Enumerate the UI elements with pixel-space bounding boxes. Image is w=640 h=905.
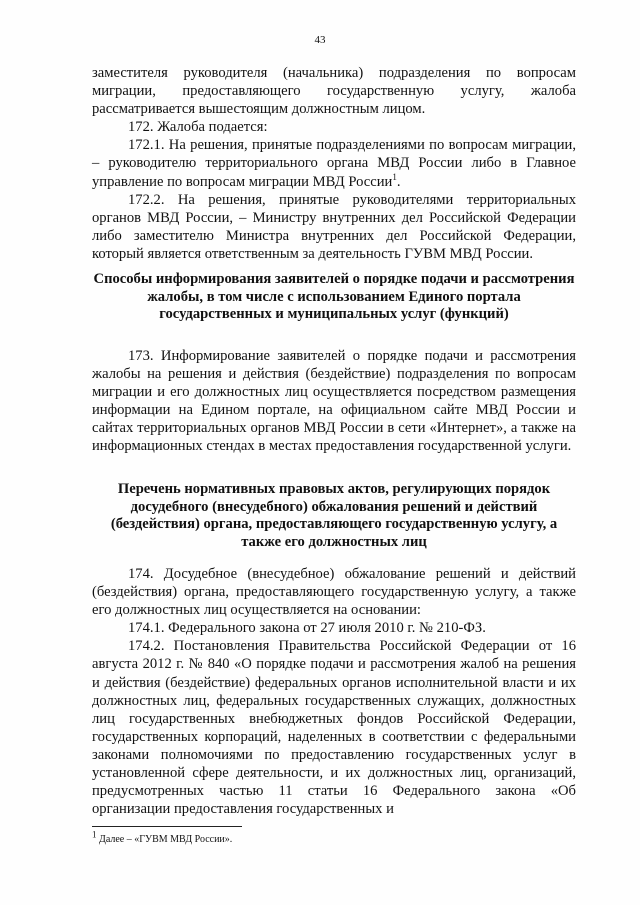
paragraph-172-1-end: . [396, 173, 401, 190]
footnote-mark: 1 [92, 829, 97, 840]
paragraph-172-2: 172.2. На решения, принятые руководителями территориальных органов МВД России, – Министру внутренних дел Российской Федерации либо заместителю Министра внутренних дел Российской Федерации, который является ответственным за деятельность ГУВМ МВД России. [92, 191, 576, 262]
footnote-text: Далее – «ГУВМ МВД России». [96, 834, 233, 845]
text-block-legal-basis [92, 565, 576, 818]
paragraph-174: 174. Досудебное (внесудебное) обжалование решений и действий (бездействия) органа, предоставляющего государственную услугу, а также его должностных лиц осуществляется на основании: [92, 566, 576, 619]
section-heading-legal-acts: Перечень нормативных правовых актов, регулирующих порядок досудебного (внесудебного) обжалования решений и действий (бездействия) органа, предоставляющего государственную услугу, а также его должностных лиц [110, 481, 558, 550]
footnote [92, 829, 233, 846]
paragraph-172-1-text: 172.1. На решения, принятые подразделениями по вопросам миграции, – руководителю территориального органа МВД России либо в Главное управление по вопросам миграции МВД России [92, 137, 576, 190]
paragraph-172: 172. Жалоба подается: [128, 119, 268, 136]
paragraph-174-2: 174.2. Постановления Правительства Российской Федерации от 16 августа 2012 г. № 840 «О порядке подачи и рассмотрения жалоб на решения и действия (бездействие) федеральных органов исполнительной власти и их должностных лиц, федеральных государственных служащих, должностных лиц государственных внебюджетных фондов Российской Федерации, государственных корпораций, наделенных в соответствии с федеральными законами полномочиями по предоставлению государственных услуг в установленной сфере деятельности, и их должностных лиц, организаций, предусмотренных частью 11 статьи 16 Федерального закона «Об организации предоставления государственных и [92, 638, 576, 818]
paragraph-174-1: 174.1. Федерального закона от 27 июля 2010 г. № 210-ФЗ. [128, 620, 486, 637]
section-heading-informing-methods: Способы информирования заявителей о порядке подачи и рассмотрения жалобы, в том числе с использованием Единого портала государственных и муниципальных услуг (функций) [93, 271, 575, 323]
footnote-ref: 1 [392, 171, 397, 182]
page-number: 43 [314, 34, 326, 46]
paragraph-173: 173. Информирование заявителей о порядке подачи и рассмотрения жалобы на решения и действия (бездействие) подразделения по вопросам миграции и его должностных лиц осуществляется посредством размещения информации на Едином портале, на официальном сайте МВД России и сайтах территориальных органов МВД России в сети «Интернет», а также на информационных стендах в местах предоставления государственной услуги. [92, 348, 576, 455]
footnote-divider [92, 826, 242, 827]
paragraph-172-1 [92, 136, 576, 190]
text-block-informing [92, 347, 576, 456]
text-block-complaint-procedure [92, 64, 576, 263]
paragraph-continuation: заместителя руководителя (начальника) подразделения по вопросам миграции, предоставляющего государственную услугу, жалоба рассматривается вышестоящим должностным лицом. [92, 65, 576, 118]
